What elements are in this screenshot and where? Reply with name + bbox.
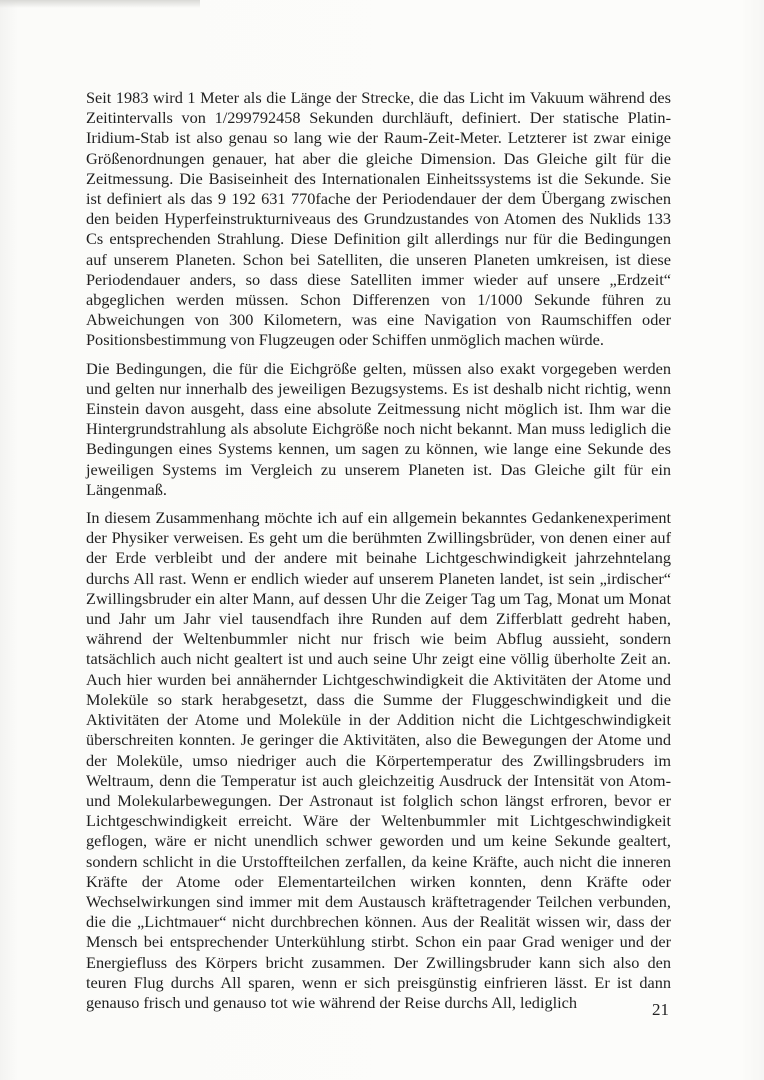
body-text bbox=[86, 88, 671, 1021]
paragraph-1: Seit 1983 wird 1 Meter als die Länge der Strecke, die das Licht im Vakuum während des Zeitintervalls von 1/299792458 Sekunden durchläuft, definiert. Der statische Platin-Iridium-Stab ist also genau so lang wie der Raum-Zeit-Meter. Letzterer ist zwar einige Größenordnungen genauer, hat aber die gleiche Dimension. Das Gleiche gilt für die Zeitmessung. Die Basiseinheit des Internationalen Einheitssystems ist die Sekunde. Sie ist definiert als das 9 192 631 770fache der Periodendauer der dem Übergang zwischen den beiden Hyperfeinstrukturniveaus des Grundzustandes von Atomen des Nuklids 133 Cs entsprechenden Strahlung. Diese Definition gilt allerdings nur für die Bedingungen auf unserem Planeten. Schon bei Satelliten, die unseren Planeten umkreisen, ist diese Periodendauer anders, so dass diese Satelliten immer wieder auf unsere „Erdzeit“ abgeglichen werden müssen. Schon Differenzen von 1/1000 Sekunde führen zu Abweichungen von 300 Kilometern, was eine Navigation von Raumschiffen oder Positionsbestimmung von Flugzeugen oder Schiffen unmöglich machen würde. bbox=[86, 88, 671, 350]
page-number: 21 bbox=[652, 1000, 669, 1019]
paragraph-2: Die Bedingungen, die für die Eichgröße gelten, müssen also exakt vorgegeben werden und gelten nur innerhalb des jeweiligen Bezugsystems. Es ist deshalb nicht richtig, wenn Einstein davon ausgeht, dass eine absolute Zeitmessung nicht möglich ist. Ihm war die Hintergrundstrahlung als absolute Eichgröße noch nicht bekannt. Man muss lediglich die Bedingungen eines Systems kennen, um sagen zu können, wie lange eine Sekunde des jeweiligen Systems im Vergleich zu unserem Planeten ist. Das Gleiche gilt für ein Längenmaß. bbox=[86, 358, 671, 499]
scan-shadow bbox=[0, 0, 200, 8]
paragraph-3: In diesem Zusammenhang möchte ich auf ein allgemein bekanntes Gedankenexperiment der Physiker verweisen. Es geht um die berühmten Zwillingsbrüder, von denen einer auf der Erde verbleibt und der andere mit beinahe Lichtgeschwindigkeit jahrzehntelang durchs All rast. Wenn er endlich wieder auf unserem Planeten landet, ist sein „irdischer“ Zwillingsbruder ein alter Mann, auf dessen Uhr die Zeiger Tag um Tag, Monat um Monat und Jahr um Jahr viel tausendfach ihre Runden auf dem Zifferblatt gedreht haben, während der Weltenbummler nicht nur frisch wie beim Abflug aussieht, sondern tatsächlich auch nicht gealtert ist und auch seine Uhr zeigt eine völlig überholte Zeit an. Auch hier wurden bei annähernder Lichtgeschwindigkeit die Aktivitäten der Atome und Moleküle so stark herabgesetzt, dass die Summe der Fluggeschwindigkeit und die Aktivitäten der Atome und Moleküle in der Addition nicht die Lichtgeschwindigkeit überschreiten konnten. Je geringer die Aktivitäten, also die Bewegungen der Atome und der Moleküle, umso niedriger auch die Körpertemperatur des Zwillingsbruders im Weltraum, denn die Temperatur ist auch gleichzeitig Ausdruck der Intensität von Atom- und Molekularbewegungen. Der Astronaut ist folglich schon längst erfroren, bevor er Lichtgeschwindigkeit erreicht. Wäre der Weltenbummler mit Lichtgeschwindigkeit geflogen, wäre er nicht unendlich schwer geworden und um keine Sekunde gealtert, sondern schlicht in die Urstoffteilchen zerfallen, da keine Kräfte, auch nicht die inneren Kräfte der Atome oder Elementarteilchen wirken konnten, denn Kräfte oder Wechselwirkungen sind immer mit dem Austausch kräftetragender Teilchen verbunden, die die „Lichtmauer“ nicht durchbrechen können. Aus der Realität wissen wir, dass der Mensch bei entsprechender Unterkühlung stirbt. Schon ein paar Grad weniger und der Energiefluss des Körpers bricht zusammen. Der Zwillingsbruder kann sich also den teuren Flug durchs All sparen, wenn er sich preisgünstig einfrieren lässt. Er ist dann genauso frisch und genauso tot wie während der Reise durchs All, lediglich bbox=[86, 508, 671, 1012]
